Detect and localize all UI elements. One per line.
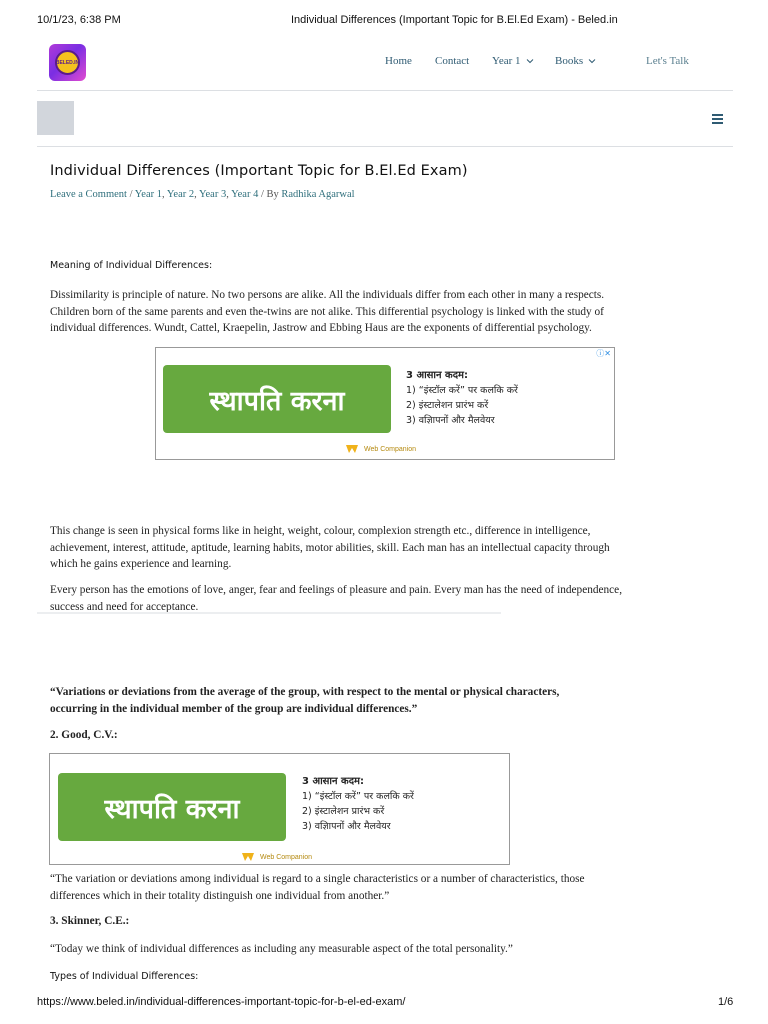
header-divider [37,90,733,91]
by-label: By [266,189,279,200]
lets-talk-button[interactable]: Let's Talk [646,55,689,67]
print-datetime: 10/1/23, 6:38 PM [37,14,121,26]
subheader-divider [37,146,733,147]
paragraph-emotions: Every person has the emotions of love, anger, fear and feelings of pleasure and pain. Every man has the need of independence, success and need for acceptance. [50,584,623,613]
heading-good: 2. Good, C.V.: [50,729,118,741]
ad-banner[interactable] [155,347,615,460]
article-meta: Leave a Comment / Year 1, Year 2, Year 3, Year 4 / By Radhika Agarwal [50,189,355,200]
heading-meaning: Meaning of Individual Differences: [50,260,213,271]
section-divider [37,612,501,614]
print-page-number: 1/6 [718,996,734,1008]
nav-books-label: Books [555,55,584,67]
ad-steps: 3 आसान कदम: 1) “इंस्टॉल करें” पर कलकि करें 2) इंस्टालेशन प्रारंभ करें 3) वज्ञिापनों और मैलवेयर [406,370,518,426]
category-link-year3[interactable]: Year 3 [198,189,227,200]
definition-quote-3: “Today we think of individual differences as including any measurable aspect of the total personality.” [50,943,513,955]
category-link-year2[interactable]: Year 2 [166,189,195,200]
nav-home[interactable]: Home [385,55,412,67]
category-link-year1[interactable]: Year 1 [134,189,162,200]
web-companion-icon [242,853,254,861]
ad-banner-2[interactable] [49,753,510,865]
ad-brand: Web Companion [346,445,416,453]
logo-badge: BELED.IN [55,50,80,75]
nav-year1[interactable] [492,55,534,67]
definition-quote-1: “Variations or deviations from the average of the group, with respect to the mental or physical characters, occurring in the individual member of the group are individual differences.” [50,686,560,715]
paragraph-physical: This change is seen in physical forms like in height, weight, colour, complexion strength etc., difference in intelligence, achievement, interest, attitude, aptitude, learning habits, motor abilities, skill. Each man has an intellectual capacity through which he gains experience and learning. [50,525,610,570]
author-link[interactable]: Radhika Agarwal [281,189,355,200]
paragraph-meaning: Dissimilarity is principle of nature. No two persons are alike. All the individuals differ from each other in many a respects. Children born of the same parents and even the-twins are not alike. This differential psychology is linked with the study of individual differences. Wundt, Cattel, Kraepelin, Jastrow and Ebbing Haus are the exponents of differential psychology. [50,289,605,334]
ad-install-button[interactable]: स्थापति करना [163,365,391,433]
ad-brand-2: Web Companion [242,853,312,861]
heading-types: Types of Individual Differences: [50,971,199,982]
article-title: Individual Differences (Important Topic for B.El.Ed Exam) [50,163,468,179]
print-page-title: Individual Differences (Important Topic for B.El.Ed Exam) - Beled.in [291,14,618,26]
site-logo[interactable] [49,44,86,81]
category-link-year4[interactable]: Year 4 [231,189,259,200]
ad-close-icon[interactable]: ⓘ✕ [596,349,611,358]
ad-steps-2: 3 आसान कदम: 1) “इंस्टॉल करें” पर कलकि करें 2) इंस्टालेशन प्रारंभ करें 3) वज्ञिापनों और मैलवेयर [302,776,414,832]
nav-year1-label: Year 1 [492,55,521,67]
menu-icon[interactable] [712,114,723,126]
chevron-down-icon [588,55,596,67]
web-companion-icon [346,445,358,453]
nav-contact[interactable]: Contact [435,55,470,67]
chevron-down-icon [526,55,534,67]
nav-books[interactable] [555,55,596,67]
thumbnail-placeholder [37,101,74,135]
heading-skinner: 3. Skinner, C.E.: [50,915,130,927]
ad-install-button-2[interactable]: स्थापति करना [58,773,286,841]
leave-comment-link[interactable]: Leave a Comment [50,189,127,200]
definition-quote-2: “The variation or deviations among individual is regard to a single characteristics or a number of characteristics, those differences which in their totality distinguish one individual from another.” [50,873,585,902]
print-url: https://www.beled.in/individual-differences-important-topic-for-b-el-ed-exam/ [37,996,406,1008]
